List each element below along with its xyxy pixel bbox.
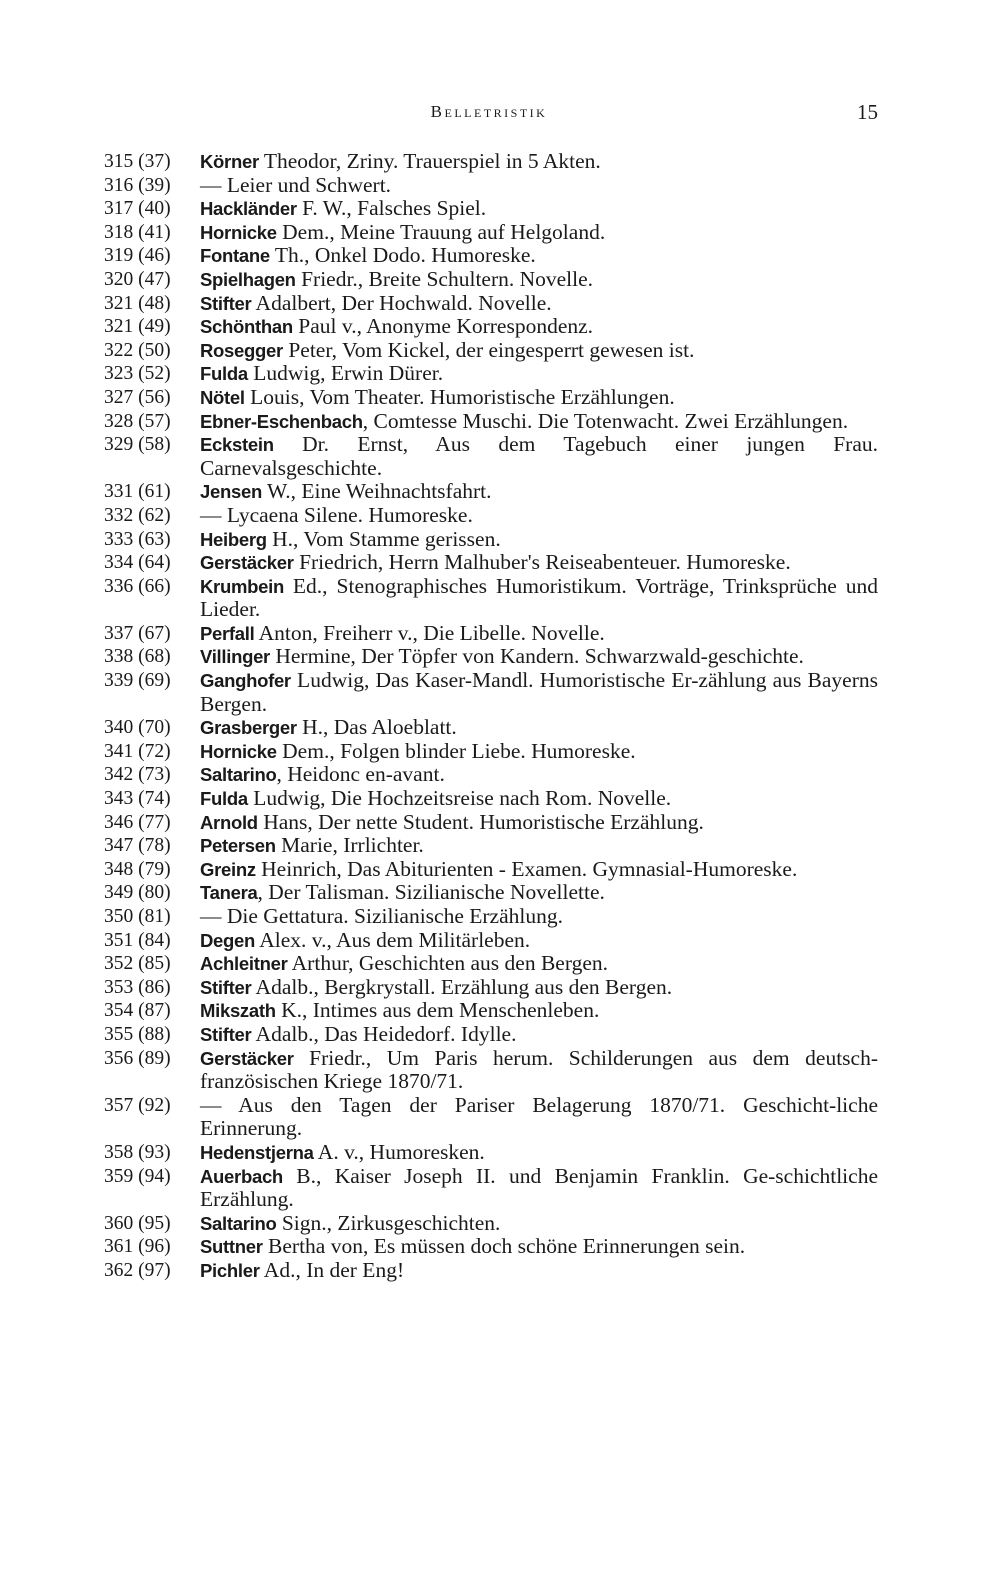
entry-number: 334 (64) [104, 552, 171, 574]
entry-title: , Comtesse Muschi. Die Totenwacht. Zwei Erzählungen. [362, 408, 849, 433]
entry-number: 357 (92) [104, 1094, 171, 1116]
entry-number: 354 (87) [104, 1000, 171, 1022]
catalog-entry [104, 905, 878, 929]
catalog-entry [104, 528, 878, 552]
entry-title: Sign., Zirkusgeschichten. [276, 1210, 501, 1235]
entry-author: Nötel [200, 386, 245, 408]
entry-number: 336 (66) [104, 575, 171, 597]
entry-title: Th., Onkel Dodo. Humoreske. [269, 243, 536, 268]
catalog-entry [104, 410, 878, 434]
entry-title: Hermine, Der Töpfer von Kandern. Schwarzwald-geschichte. [269, 644, 804, 669]
entry-number: 347 (78) [104, 835, 171, 857]
entry-number: 321 (49) [104, 316, 171, 338]
entry-title: Paul v., Anonyme Korrespondenz. [292, 314, 594, 339]
running-head: Belletristik [430, 102, 548, 121]
entry-text [200, 480, 878, 504]
catalog-entry [104, 221, 878, 245]
entry-text [200, 1165, 878, 1212]
entry-author: Tanera [200, 882, 258, 904]
catalog-entry [104, 268, 878, 292]
entry-title: Arthur, Geschichten aus den Bergen. [287, 951, 609, 976]
entry-number: 356 (89) [104, 1047, 171, 1069]
entry-title: A. v., Humoresken. [313, 1139, 485, 1164]
entry-text [200, 952, 878, 976]
catalog-entry [104, 740, 878, 764]
entry-author: Hornicke [200, 740, 277, 762]
entry-text [200, 268, 878, 292]
catalog-entry [104, 339, 878, 363]
entry-text [200, 1141, 878, 1165]
catalog-entry [104, 1235, 878, 1259]
entry-number: 346 (77) [104, 811, 171, 833]
entry-title: Adalb., Das Heidedorf. Idylle. [251, 1021, 517, 1046]
entry-title: W., Eine Weihnachtsfahrt. [261, 479, 492, 504]
entry-text [200, 1023, 878, 1047]
entry-title: Alex. v., Aus dem Militärleben. [255, 927, 531, 952]
entry-number: 360 (95) [104, 1212, 171, 1234]
catalog-entry [104, 952, 878, 976]
entry-title: Ad., In der Eng! [259, 1257, 405, 1282]
entry-author: Pichler [200, 1259, 260, 1281]
entry-text [200, 504, 878, 528]
entry-text [200, 999, 878, 1023]
entry-number: 349 (80) [104, 882, 171, 904]
entry-author: Saltarino [200, 1212, 277, 1234]
entry-author: Jensen [200, 481, 262, 503]
entry-title: Dem., Meine Trauung auf Helgoland. [276, 219, 606, 244]
entry-author: Rosegger [200, 339, 283, 361]
entry-number: 329 (58) [104, 434, 171, 456]
entry-author: Heiberg [200, 528, 267, 550]
entry-text [200, 811, 878, 835]
entry-author: Petersen [200, 835, 276, 857]
entry-title: Anton, Freiherr v., Die Libelle. Novelle. [254, 620, 605, 645]
entry-number: 359 (94) [104, 1165, 171, 1187]
catalog-entry [104, 551, 878, 575]
entry-title: — Leier und Schwert. [200, 172, 392, 197]
catalog-entry [104, 1212, 878, 1236]
entry-text [200, 905, 878, 929]
entry-author: Stifter [200, 976, 252, 998]
entry-number: 322 (50) [104, 339, 171, 361]
entry-number: 337 (67) [104, 622, 171, 644]
entry-text [200, 716, 878, 740]
entry-author: Spielhagen [200, 268, 296, 290]
page-header [100, 98, 878, 130]
entry-title: Dem., Folgen blinder Liebe. Humoreske. [276, 738, 636, 763]
entry-number: 327 (56) [104, 386, 171, 408]
entry-title: — Lycaena Silene. Humoreske. [200, 502, 473, 527]
entry-text [200, 929, 878, 953]
catalog-list [104, 150, 878, 1283]
entry-text [200, 763, 878, 787]
entry-number: 343 (74) [104, 788, 171, 810]
entry-title: Heinrich, Das Abiturienten - Examen. Gymnasial-Humoreske. [255, 856, 798, 881]
entry-number: 317 (40) [104, 198, 171, 220]
entry-title: Friedr., Um Paris herum. Schilderungen aus dem deutsch-französischen Kriege 1870/71. [200, 1045, 878, 1094]
entry-number: 339 (69) [104, 670, 171, 692]
entry-title: Dr. Ernst, Aus dem Tagebuch einer jungen Frau. Carnevalsgeschichte. [200, 432, 878, 480]
entry-text [200, 433, 878, 480]
entry-text [200, 1235, 878, 1259]
entry-title: Adalbert, Der Hochwald. Novelle. [251, 290, 552, 315]
catalog-entry [104, 622, 878, 646]
entry-number: 353 (86) [104, 976, 171, 998]
entry-title: F. W., Falsches Spiel. [296, 196, 487, 221]
entry-title: — Die Gettatura. Sizilianische Erzählung. [200, 904, 563, 928]
entry-title: Hans, Der nette Student. Humoristische Erzählung. [257, 809, 704, 834]
entry-author: Villinger [200, 646, 270, 668]
catalog-entry [104, 669, 878, 716]
entry-text [200, 197, 878, 221]
catalog-entry [104, 197, 878, 221]
entry-text [200, 339, 878, 363]
entry-title: Friedrich, Herrn Malhuber's Reiseabenteuer. Humoreske. [293, 550, 791, 575]
entry-author: Greinz [200, 858, 256, 880]
entry-title: Ed., Stenographisches Humoristikum. Vorträge, Trinksprüche und Lieder. [200, 573, 878, 622]
entry-number: 362 (97) [104, 1259, 171, 1281]
catalog-entry [104, 1047, 878, 1094]
catalog-entry [104, 386, 878, 410]
entry-author: Achleitner [200, 953, 288, 975]
entry-title: Adalb., Bergkrystall. Erzählung aus den Bergen. [251, 974, 673, 999]
entry-author: Saltarino [200, 764, 277, 786]
entry-text [200, 976, 878, 1000]
page-number: 15 [857, 100, 878, 124]
catalog-entry [104, 976, 878, 1000]
entry-author: Stifter [200, 1023, 252, 1045]
entry-author: Ganghofer [200, 670, 291, 692]
entry-text [200, 645, 878, 669]
entry-text [200, 528, 878, 552]
entry-author: Perfall [200, 622, 255, 644]
entry-author: Auerbach [200, 1165, 283, 1187]
entry-author: Gerstäcker [200, 1047, 294, 1069]
entry-text [200, 244, 878, 268]
entry-author: Fulda [200, 788, 248, 810]
entry-number: 320 (47) [104, 268, 171, 290]
entry-text [200, 834, 878, 858]
entry-text [200, 575, 878, 622]
entry-text [200, 551, 878, 575]
entry-number: 352 (85) [104, 953, 171, 975]
catalog-entry [104, 244, 878, 268]
catalog-entry [104, 1165, 878, 1212]
entry-number: 315 (37) [104, 151, 171, 172]
catalog-entry [104, 292, 878, 316]
entry-text [200, 1212, 878, 1236]
catalog-entry [104, 881, 878, 905]
entry-author: Suttner [200, 1236, 263, 1258]
entry-title: Louis, Vom Theater. Humoristische Erzählungen. [244, 384, 675, 409]
catalog-entry [104, 1023, 878, 1047]
entry-title: Friedr., Breite Schultern. Novelle. [295, 266, 594, 291]
entry-author: Eckstein [200, 434, 274, 456]
entry-text [200, 292, 878, 316]
entry-title: Bertha von, Es müssen doch schöne Erinnerungen sein. [262, 1234, 746, 1259]
catalog-entry [104, 575, 878, 622]
entry-text [200, 622, 878, 646]
entry-text [200, 1094, 878, 1141]
entry-text [200, 386, 878, 410]
entry-number: 332 (62) [104, 504, 171, 526]
entry-author: Grasberger [200, 717, 297, 739]
entry-number: 351 (84) [104, 929, 171, 951]
entry-author: Körner [200, 151, 259, 172]
catalog-entry [104, 858, 878, 882]
entry-number: 341 (72) [104, 740, 171, 762]
entry-author: Krumbein [200, 575, 284, 597]
entry-text [200, 315, 878, 339]
catalog-entry [104, 999, 878, 1023]
entry-title: Ludwig, Erwin Dürer. [247, 361, 444, 386]
entry-number: 358 (93) [104, 1141, 171, 1163]
entry-number: 333 (63) [104, 528, 171, 550]
catalog-entry [104, 716, 878, 740]
entry-title: Ludwig, Die Hochzeitsreise nach Rom. Novelle. [247, 786, 672, 811]
entry-title: Ludwig, Das Kaser-Mandl. Humoristische Er-zählung aus Bayerns Bergen. [200, 668, 878, 716]
entry-number: 323 (52) [104, 363, 171, 385]
entry-text [200, 174, 878, 198]
entry-title: K., Intimes aus dem Menschenleben. [275, 998, 600, 1023]
catalog-entry [104, 787, 878, 811]
entry-title: B., Kaiser Joseph II. und Benjamin Franklin. Ge-schichtliche Erzählung. [200, 1163, 878, 1212]
entry-author: Arnold [200, 811, 258, 833]
entry-number: 331 (61) [104, 481, 171, 503]
entry-number: 318 (41) [104, 221, 171, 243]
catalog-entry [104, 929, 878, 953]
entry-number: 321 (48) [104, 292, 171, 314]
entry-author: Mikszath [200, 1000, 276, 1022]
entry-text [200, 881, 878, 905]
catalog-entry [104, 315, 878, 339]
catalog-entry [104, 834, 878, 858]
catalog-entry [104, 645, 878, 669]
entry-title: , Der Talisman. Sizilianische Novellette. [257, 880, 605, 905]
catalog-entry [104, 433, 878, 480]
catalog-entry [104, 480, 878, 504]
entry-text [200, 858, 878, 882]
entry-title: , Heidonc en-avant. [276, 762, 445, 787]
entry-author: Degen [200, 929, 256, 951]
entry-number: 340 (70) [104, 717, 171, 739]
entry-title: Theodor, Zriny. Trauerspiel in 5 Akten. [258, 149, 601, 173]
entry-text [200, 150, 878, 174]
entry-text [200, 787, 878, 811]
entry-text [200, 221, 878, 245]
entry-title: Marie, Irrlichter. [275, 833, 424, 858]
catalog-entry [104, 504, 878, 528]
catalog-entry [104, 1094, 878, 1141]
entry-author: Schönthan [200, 316, 293, 338]
entry-author: Fulda [200, 363, 248, 385]
entry-text [200, 410, 878, 434]
entry-title: — Aus den Tagen der Pariser Belagerung 1870/71. Geschicht-liche Erinnerung. [200, 1092, 878, 1141]
entry-author: Gerstäcker [200, 552, 294, 574]
entry-author: Stifter [200, 292, 252, 314]
entry-title: Peter, Vom Kickel, der eingesperrt gewesen ist. [282, 337, 695, 362]
entry-title: H., Vom Stamme gerissen. [266, 526, 501, 551]
entry-author: Ebner-Eschenbach [200, 410, 363, 432]
entry-text [200, 1047, 878, 1094]
entry-text [200, 1259, 878, 1283]
catalog-entry [104, 763, 878, 787]
catalog-entry [104, 1141, 878, 1165]
entry-number: 361 (96) [104, 1236, 171, 1258]
entry-number: 319 (46) [104, 245, 171, 267]
entry-author: Hornicke [200, 221, 277, 243]
catalog-entry [104, 1259, 878, 1283]
entry-text [200, 362, 878, 386]
catalog-entry [104, 811, 878, 835]
entry-author: Hackländer [200, 198, 297, 220]
entry-number: 348 (79) [104, 858, 171, 880]
entry-text [200, 740, 878, 764]
catalog-entry [104, 362, 878, 386]
entry-number: 342 (73) [104, 764, 171, 786]
entry-author: Fontane [200, 245, 270, 267]
entry-number: 338 (68) [104, 646, 171, 668]
catalog-entry [104, 174, 878, 198]
catalog-entry [104, 150, 878, 174]
entry-number: 316 (39) [104, 174, 171, 196]
entry-text [200, 669, 878, 716]
entry-title: H., Das Aloeblatt. [296, 715, 457, 740]
entry-number: 350 (81) [104, 906, 171, 927]
entry-number: 355 (88) [104, 1023, 171, 1045]
entry-author: Hedenstjerna [200, 1141, 314, 1163]
entry-number: 328 (57) [104, 410, 171, 432]
